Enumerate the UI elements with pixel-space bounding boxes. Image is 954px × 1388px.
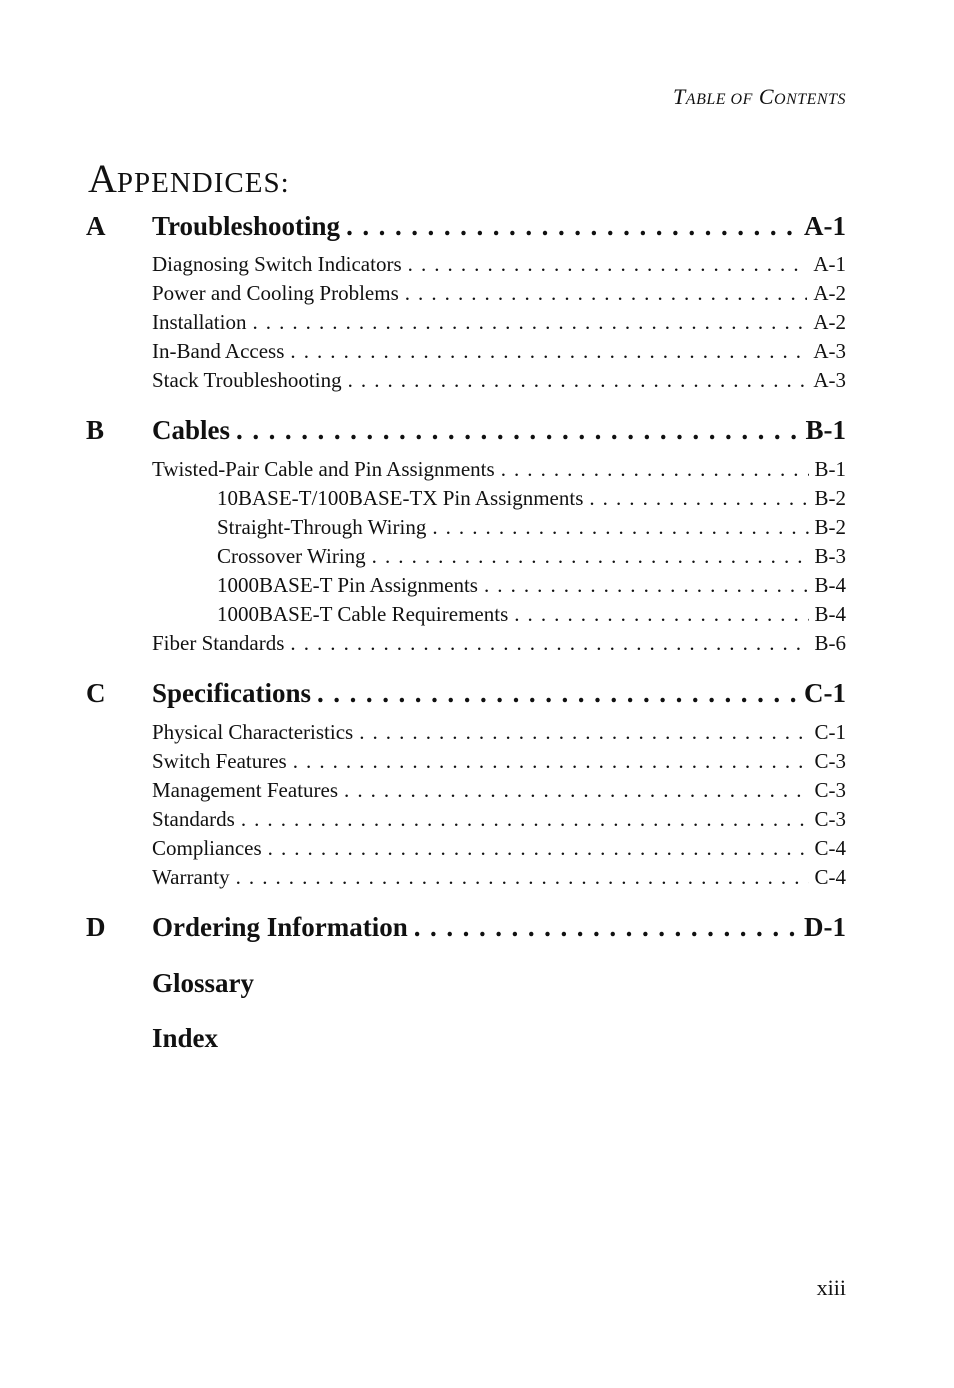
toc-entry[interactable]	[217, 573, 846, 599]
section-page: A-1	[804, 211, 846, 241]
running-head-cap-1: T	[673, 84, 686, 109]
entry-label: 1000BASE-T Cable Requirements	[217, 602, 509, 626]
dot-leader	[359, 720, 808, 745]
entry-row	[152, 339, 846, 364]
section-page: D-1	[804, 912, 846, 942]
toc-entry[interactable]	[217, 515, 846, 541]
dot-leader	[405, 281, 808, 306]
dot-leader	[236, 865, 809, 890]
dot-leader	[408, 252, 808, 277]
toc-entry[interactable]	[152, 778, 846, 804]
entry-label: 10BASE-T/100BASE-TX Pin Assignments	[217, 486, 584, 510]
entry-row	[152, 807, 846, 832]
running-head-cap-2: C	[758, 84, 775, 109]
toc-entry[interactable]	[152, 720, 846, 746]
entry-label: Crossover Wiring	[217, 544, 366, 568]
entry-label: Standards	[152, 807, 235, 831]
entry-row	[152, 865, 846, 890]
entry-label: Physical Characteristics	[152, 720, 354, 744]
section-row	[152, 678, 846, 709]
toc-section-d[interactable]	[86, 912, 846, 946]
entry-page: A-1	[813, 252, 846, 276]
entry-page: B-2	[814, 486, 846, 510]
entry-page: B-2	[814, 515, 846, 539]
entry-row	[217, 573, 846, 598]
toc-entry[interactable]	[152, 865, 846, 891]
toc-index[interactable]: Index	[152, 1023, 219, 1053]
entry-label: Switch Features	[152, 749, 287, 773]
running-head-sc-1: ABLE OF	[685, 91, 753, 108]
toc-entry[interactable]	[152, 339, 846, 365]
page-number: xiii	[816, 1275, 846, 1300]
section-letter: C	[86, 678, 106, 708]
toc-entry[interactable]	[152, 252, 846, 278]
toc-entry[interactable]	[152, 836, 846, 862]
dot-leader	[501, 457, 809, 482]
dot-leader	[252, 310, 807, 335]
toc-entry[interactable]	[217, 602, 846, 628]
page-title	[88, 155, 290, 202]
entry-page: A-2	[813, 310, 846, 334]
entry-page: C-4	[814, 865, 846, 889]
toc-entry[interactable]	[152, 457, 846, 483]
entry-row	[217, 544, 846, 569]
entry-row	[152, 778, 846, 803]
section-row	[152, 912, 846, 943]
running-head-sc-2: ONTENTS	[774, 91, 846, 108]
entry-row	[152, 252, 846, 277]
entry-row	[152, 281, 846, 306]
toc-entry[interactable]	[152, 749, 846, 775]
entry-label: Management Features	[152, 778, 339, 802]
entry-page: A-3	[813, 339, 846, 363]
entry-label: Fiber Standards	[152, 631, 285, 655]
section-title: Cables	[152, 415, 231, 445]
entry-row	[217, 515, 846, 540]
toc-entry[interactable]	[152, 631, 846, 657]
entry-label: Installation	[152, 310, 247, 334]
entry-label: Compliances	[152, 836, 262, 860]
section-row	[152, 211, 846, 242]
entry-page: B-4	[814, 602, 846, 626]
entry-label: In-Band Access	[152, 339, 285, 363]
dot-leader	[589, 486, 808, 511]
toc-entry[interactable]	[217, 486, 846, 512]
toc-section-c[interactable]	[86, 678, 846, 712]
dot-leader	[484, 573, 809, 598]
entry-row	[152, 368, 846, 393]
entry-row	[217, 602, 846, 627]
page-title-cap: A	[88, 156, 117, 201]
entry-label: Warranty	[152, 865, 230, 889]
dot-leader	[414, 912, 798, 943]
entry-page: C-4	[814, 836, 846, 860]
toc-section-a[interactable]	[86, 211, 846, 245]
section-title: Ordering Information	[152, 912, 408, 942]
entry-page: B-1	[814, 457, 846, 481]
entry-label: Power and Cooling Problems	[152, 281, 399, 305]
entry-page: B-6	[814, 631, 846, 655]
toc-section-b[interactable]	[86, 415, 846, 449]
entry-row	[217, 486, 846, 511]
entry-row	[152, 631, 846, 656]
entry-page: A-2	[813, 281, 846, 305]
entry-row	[152, 720, 846, 745]
running-head	[673, 84, 846, 110]
page-title-sc: PPENDICES:	[116, 167, 290, 199]
entry-row	[152, 836, 846, 861]
section-letter: D	[86, 912, 106, 942]
dot-leader	[346, 211, 798, 242]
entry-label: 1000BASE-T Pin Assignments	[217, 573, 478, 597]
entry-page: C-3	[814, 778, 846, 802]
dot-leader	[514, 602, 808, 627]
section-page: C-1	[804, 678, 846, 708]
entry-page: C-3	[814, 807, 846, 831]
toc-entry[interactable]	[152, 310, 846, 336]
entry-row	[152, 749, 846, 774]
entry-page: C-1	[814, 720, 846, 744]
toc-entry[interactable]	[152, 368, 846, 394]
entry-label: Straight-Through Wiring	[217, 515, 427, 539]
toc-entry[interactable]	[217, 544, 846, 570]
entry-page: A-3	[813, 368, 846, 392]
entry-row	[152, 457, 846, 482]
dot-leader	[268, 836, 809, 861]
entry-page: C-3	[814, 749, 846, 773]
toc-entry[interactable]	[152, 281, 846, 307]
dot-leader	[317, 678, 798, 709]
dot-leader	[290, 631, 808, 656]
toc-glossary[interactable]: Glossary	[152, 968, 255, 998]
section-page: B-1	[805, 415, 846, 445]
section-letter: B	[86, 415, 105, 445]
section-row	[152, 415, 846, 446]
dot-leader	[290, 339, 807, 364]
section-title: Troubleshooting	[152, 211, 341, 241]
entry-label: Twisted-Pair Cable and Pin Assignments	[152, 457, 495, 481]
dot-leader	[348, 368, 808, 393]
dot-leader	[372, 544, 809, 569]
entry-page: B-3	[814, 544, 846, 568]
entry-label: Stack Troubleshooting	[152, 368, 342, 392]
dot-leader	[241, 807, 809, 832]
entry-page: B-4	[814, 573, 846, 597]
toc-entry[interactable]	[152, 807, 846, 833]
dot-leader	[432, 515, 808, 540]
section-letter: A	[86, 211, 106, 241]
dot-leader	[344, 778, 808, 803]
section-title: Specifications	[152, 678, 311, 708]
entry-label: Diagnosing Switch Indicators	[152, 252, 402, 276]
dot-leader	[236, 415, 799, 446]
dot-leader	[293, 749, 809, 774]
entry-row	[152, 310, 846, 335]
